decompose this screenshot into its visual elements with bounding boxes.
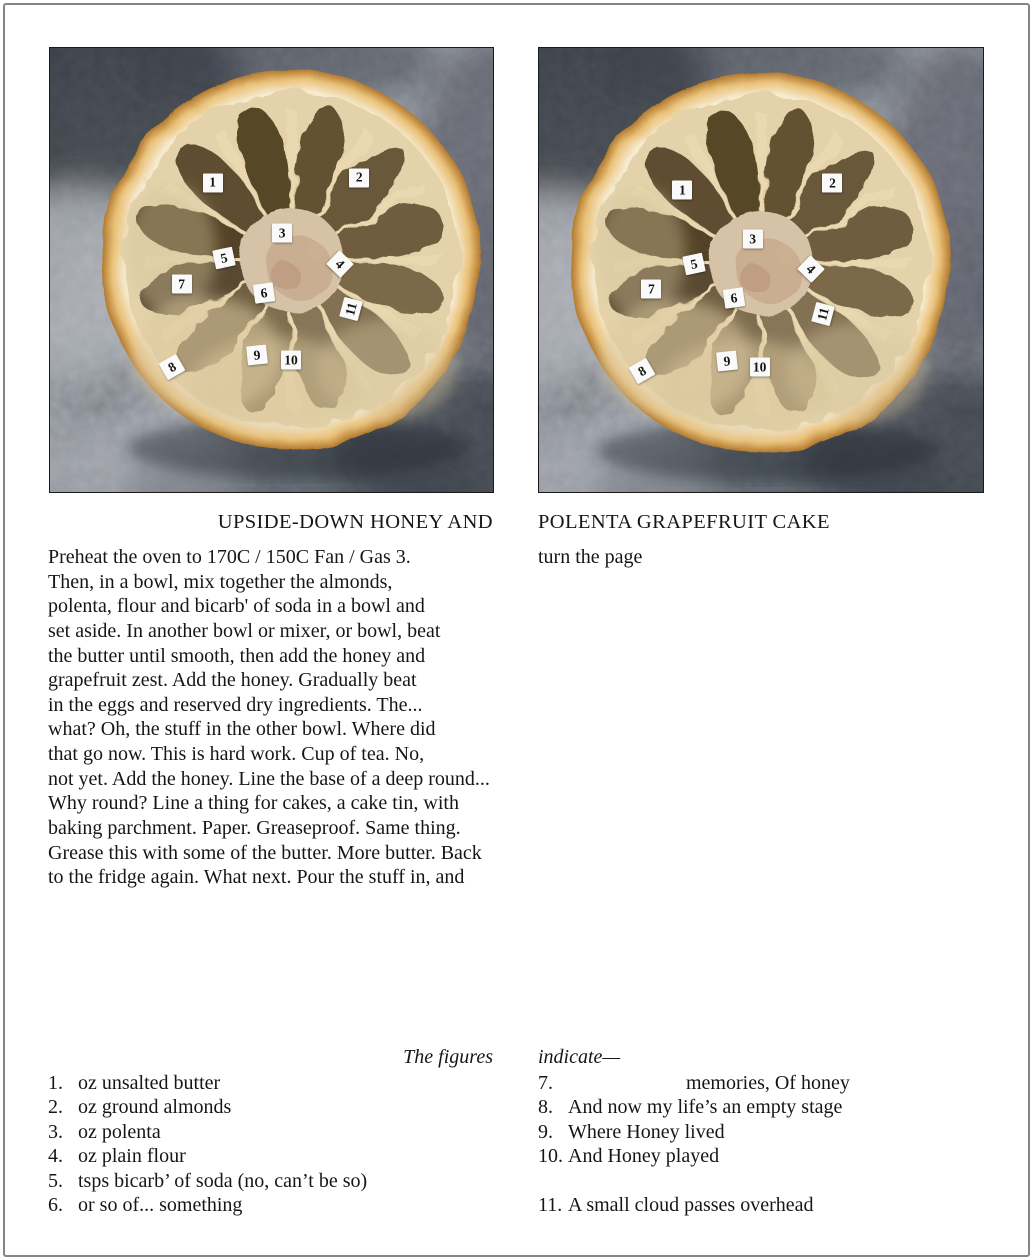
legend-item-number: 11. [538,1193,563,1216]
legend-list-right [538,1071,998,1217]
figure-number-label: 3 [743,229,763,248]
legend-item [48,1095,500,1119]
recipe-line: grapefruit zest. Add the honey. Gradually beat [48,669,417,692]
recipe-line: not yet. Add the honey. Line the base of a deep round... [48,767,490,790]
legend-item [538,1120,998,1144]
legend-item [538,1169,998,1193]
legend-item-number: 3. [48,1120,63,1143]
legend-item [48,1193,500,1217]
recipe-line: to the fridge again. What next. Pour the stuff in, and [48,866,465,889]
legend-item-number: 4. [48,1145,63,1168]
legend-item [48,1169,500,1193]
legend-caption-indicate: indicate— [538,1046,621,1068]
figure-number-label: 6 [723,287,745,309]
recipe-line: that go now. This is hard work. Cup of tea. No, [48,743,425,766]
legend-item-number: 5. [48,1169,63,1192]
figure-number-label: 1 [203,173,223,192]
figure-number-label: 5 [682,252,706,275]
figure-number-label: 9 [716,351,738,372]
turn-the-page-note: turn the page [538,546,643,568]
recipe-line: in the eggs and reserved dry ingredients. The... [48,693,423,716]
legend-item-number [538,1169,568,1193]
legend-item-text: Where Honey lived [568,1120,725,1143]
legend-item-text [568,1169,998,1193]
recipe-line: Preheat the oven to 170C / 150C Fan / Gas 3. [48,546,411,568]
figure-number-label: 2 [349,168,369,187]
legend-item-text: oz polenta [78,1120,161,1143]
legend-caption-the-figures: The figures [403,1046,493,1068]
page-title-right: POLENTA GRAPEFRUIT CAKE [538,511,830,533]
legend-item [538,1071,998,1095]
recipe-line: baking parchment. Paper. Greaseproof. Same thing. [48,817,461,840]
figure-number-label: 10 [281,351,301,370]
legend-item-text: A small cloud passes overhead [568,1193,814,1216]
figure-number-label: 8 [158,354,185,380]
figure-number-label: 11 [811,302,835,326]
figure-number-label: 11 [339,297,363,321]
page-title-left: UPSIDE-DOWN HONEY AND [217,511,493,533]
figure-number-label: 4 [797,255,825,283]
figure-number-label: 1 [672,181,692,200]
legend-item-text: And Honey played [568,1145,720,1168]
legend-list-left [48,1071,500,1217]
figure-number-label: 9 [246,344,268,365]
legend-item-text: oz ground almonds [78,1096,232,1119]
legend-item [538,1095,998,1119]
figure-number-label: 6 [253,282,275,304]
legend-item-text: And now my life’s an empty stage [568,1096,843,1119]
figure-number-label: 5 [212,246,236,269]
grapefruit-illustration [50,48,493,492]
legend-item-text: memories, Of honey [686,1072,850,1094]
recipe-line: set aside. In another bowl or mixer, or bowl, beat [48,619,441,642]
figure-number-label: 7 [641,280,661,299]
grapefruit-illustration [539,48,983,492]
legend-item [48,1071,500,1095]
legend-item-number: 8. [538,1096,553,1119]
grapefruit-photo-left [49,47,494,493]
grapefruit-photo-right [538,47,984,493]
legend-item-number: 2. [48,1096,63,1119]
legend-item-number: 10. [538,1145,563,1168]
recipe-line: the butter until smooth, then add the honey and [48,644,426,667]
recipe-line: Then, in a bowl, mix together the almonds, [48,570,393,593]
recipe-paragraph [48,545,503,890]
legend-item-number: 1. [48,1072,63,1094]
legend-item [48,1144,500,1168]
recipe-line: polenta, flour and bicarb' of soda in a bowl and [48,595,425,618]
legend-item [538,1144,998,1168]
legend-item-text: tsps bicarb’ of soda (no, can’t be so) [78,1169,368,1192]
figure-number-label: 7 [172,275,192,294]
recipe-line: what? Oh, the stuff in the other bowl. Where did [48,718,436,741]
legend-item-text: or so of... something [78,1193,243,1216]
legend-item [538,1193,998,1217]
figure-number-label: 2 [822,173,842,192]
recipe-line: Grease this with some of the butter. More butter. Back [48,841,482,864]
legend-item [48,1120,500,1144]
figure-number-label: 4 [326,250,354,278]
figure-number-label: 10 [750,357,770,376]
recipe-line: Why round? Line a thing for cakes, a cake tin, with [48,792,459,815]
legend-item-number: 6. [48,1193,63,1216]
legend-item-number: 7. [538,1072,553,1094]
figure-number-label: 8 [629,358,656,384]
legend-item-text: oz plain flour [78,1145,186,1168]
legend-item-number: 9. [538,1120,553,1143]
figure-number-label: 3 [272,224,292,243]
legend-item-text: oz unsalted butter [78,1072,221,1094]
